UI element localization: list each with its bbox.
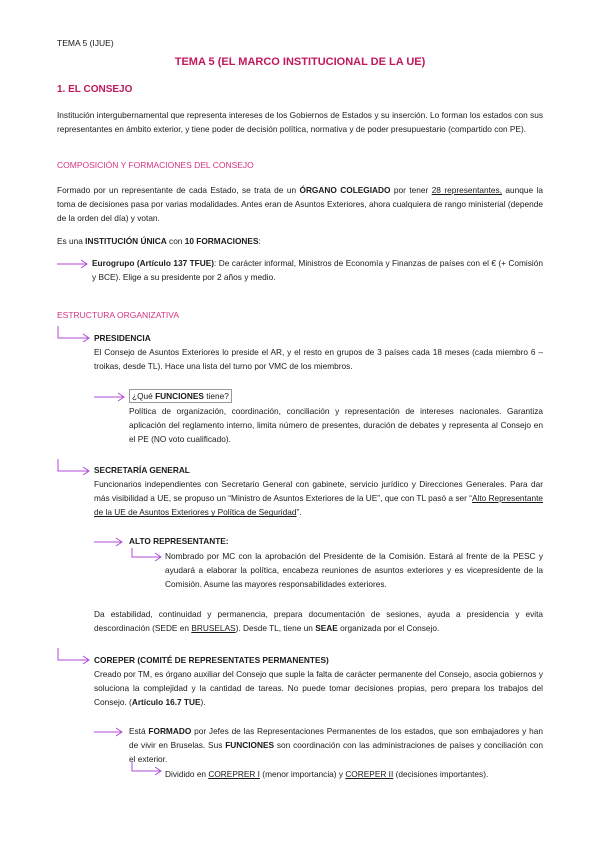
eurogrupo-item: Eurogrupo (Artículo 137 TFUE): De carácter informal, Ministros de Economía y Finanzas de países con el € (+ Comisión y BCE). Elige a su presidente por 2 años y medio. xyxy=(92,258,543,283)
presidencia-title: PRESIDENCIA xyxy=(94,333,151,343)
secretaria-text: Funcionarios independientes con Secretario General con gabinete, servicio jurídico y Direcciones Generales. Para dar más visibilidad a UE, se propuso un “Ministro de Asuntos Exteriores de la UE”, que con TL pasó a ser “Alto Representante de la UE de Asuntos Exteriores y Política de Seguridad”. xyxy=(94,479,543,518)
funciones-text: Política de organización, coordinación, conciliación y representación de intereses nacionales. Garantiza aplicación del reglamento interno, limita número de presentes, duración de debates y representa al Consejo en el PE (NO voto cualificado). xyxy=(129,406,543,445)
elbow-arrow-icon xyxy=(131,548,163,562)
arrow-right-icon xyxy=(57,259,89,269)
alto-representante-text: Nombrado por MC con la aprobación del Presidente de la Comisión. Estará al frente de la PESC y ayudará a elaborar la política, encabeza reuniones de asuntos exteriores y es vicepresidente de la Comisión. Asume las mayores responsabilidades exteriores. xyxy=(165,551,543,590)
coreper-title: COREPER (COMITÉ DE REPRESENTATES PERMANENTES) xyxy=(94,655,329,665)
formado-text: Está FORMADO por Jefes de las Representaciones Permanentes de los estados, que son embajadores y han de vivir en Bruselas. Sus FUNCIONES son coordinación con las administraciones de países y conciliación con el exterior. xyxy=(129,726,543,765)
alto-representante-title: ALTO REPRESENTANTE: xyxy=(129,536,229,546)
dividido-text: Dividido en COREPRER I (menor importancia) y COREPER II (decisiones importantes). xyxy=(165,769,489,779)
coreper-text: Creado por TM, es órgano auxiliar del Consejo que suple la falta de carácter permanente del Consejo, asocia gobiernos y soluciona la complejidad y la cantidad de tareas. No puede tomar decisiones propias, pero prepara los trabajos del Consejo. (Artículo 16.7 TUE). xyxy=(94,669,543,708)
funciones-question: ¿Qué FUNCIONES tiene? xyxy=(129,389,232,403)
elbow-arrow-icon xyxy=(57,648,91,664)
elbow-arrow-icon xyxy=(131,762,163,776)
page-title: TEMA 5 (EL MARCO INSTITUCIONAL DE LA UE) xyxy=(174,56,426,68)
composicion-paragraph: Formado por un representante de cada Estado, se trata de un ÓRGANO COLEGIADO por tener 28 representantes, aunque la toma de decisiones pasa por varias modalidades. Antes eran de Asuntos Exteriores, ahora cualquiera de rango ministerial (depende de la orden del día) y votan. xyxy=(57,185,543,224)
arrow-right-icon xyxy=(94,537,124,547)
elbow-arrow-icon xyxy=(57,459,91,475)
subheading-estructura: ESTRUCTURA ORGANIZATIVA xyxy=(57,310,180,320)
presidencia-text: El Consejo de Asuntos Exteriores lo preside el AR, y el resto en grupos de 3 países cada 18 meses (cada miembro 6 – troikas, desde TL). Hace una lista del turno por VMC de los miembros. xyxy=(94,347,543,372)
elbow-arrow-icon xyxy=(57,326,91,342)
subheading-composicion: COMPOSICIÓN Y FORMACIONES DEL CONSEJO xyxy=(57,160,254,170)
consejo-intro: Institución intergubernamental que representa intereses de los Gobiernos de Estados y su inserción. Lo forman los estados con sus representantes en ámbito exterior, y tiene poder de decisión política, normativa y de poder presupuestario (compartido con PE). xyxy=(57,110,543,135)
estabilidad-text: Da estabilidad, continuidad y permanencia, prepara documentación de sesiones, ayuda a presidencia y evita descordinación (SEDE en BRUSELAS). Desde TL, tiene un SEAE organizada por el Consejo. xyxy=(94,609,543,634)
arrow-right-icon xyxy=(94,392,126,402)
arrow-right-icon xyxy=(94,727,124,737)
institucion-paragraph: Es una INSTITUCIÓN ÚNICA con 10 FORMACIONES: xyxy=(57,236,261,246)
secretaria-title: SECRETARÍA GENERAL xyxy=(94,465,190,475)
section-heading-consejo: 1. EL CONSEJO xyxy=(57,84,133,95)
page-header: TEMA 5 (IJUE) xyxy=(57,38,114,48)
